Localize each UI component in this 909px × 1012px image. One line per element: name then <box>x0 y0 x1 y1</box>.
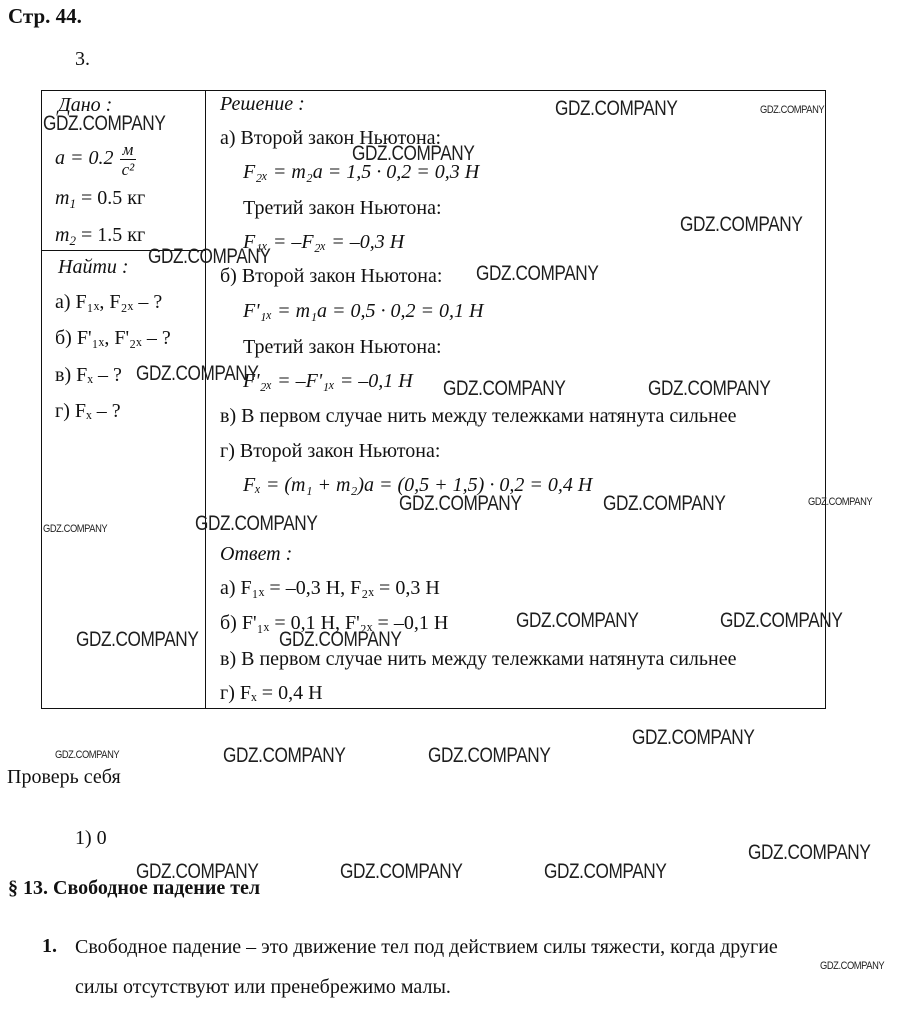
given-title: Дано : <box>58 94 113 116</box>
answer-line: а) F₁ₓ = –0,3 Н, F₂ₓ = 0,3 Н <box>220 577 440 599</box>
solution-line: б) Второй закон Ньютона: <box>220 265 443 287</box>
watermark: GDZ.COMPANY <box>648 377 771 400</box>
watermark: GDZ.COMPANY <box>443 377 566 400</box>
watermark: GDZ.COMPANY <box>43 112 166 135</box>
find-item-b: б) F'₁ₓ, F'₂ₓ – ? <box>55 327 171 349</box>
watermark: GDZ.COMPANY <box>399 492 522 515</box>
watermark: GDZ.COMPANY <box>352 142 475 165</box>
watermark: GDZ.COMPANY <box>748 841 871 864</box>
watermark: GDZ.COMPANY <box>808 496 873 508</box>
find-item-c: в) Fₓ – ? <box>55 364 122 386</box>
find-title: Найти : <box>58 256 129 278</box>
watermark: GDZ.COMPANY <box>223 744 346 767</box>
acceleration-unit: $\frac{м}{\text{с²}}$ <box>120 140 137 179</box>
watermark: GDZ.COMPANY <box>632 726 755 749</box>
answer-line: г) Fₓ = 0,4 Н <box>220 682 323 704</box>
watermark: GDZ.COMPANY <box>720 609 843 632</box>
find-item-d: г) Fₓ – ? <box>55 400 121 422</box>
watermark: GDZ.COMPANY <box>516 609 639 632</box>
watermark: GDZ.COMPANY <box>340 860 463 883</box>
watermark: GDZ.COMPANY <box>279 628 402 651</box>
solution-line: F'₁ₓ = m₁a = 0,5 · 0,2 = 0,1 Н <box>243 300 484 322</box>
find-item-a: а) F₁ₓ, F₂ₓ – ? <box>55 291 163 313</box>
watermark: GDZ.COMPANY <box>760 104 825 116</box>
answer-line: в) В первом случае нить между тележками натянута сильнее <box>220 648 737 670</box>
solution-line: Fₓ = (m₁ + m₂)a = (0,5 + 1,5) · 0,2 = 0,4 Н <box>243 474 593 496</box>
solution-line: Третий закон Ньютона: <box>243 336 442 358</box>
watermark: GDZ.COMPANY <box>428 744 551 767</box>
watermark: GDZ.COMPANY <box>55 749 120 761</box>
watermark: GDZ.COMPANY <box>555 97 678 120</box>
task-number: 3. <box>75 48 90 70</box>
section-title: § 13. Свободное падение тел <box>8 877 261 899</box>
answer-line: б) F'₁ₓ = 0,1 Н, F'₂ₓ = –0,1 Н <box>220 612 449 634</box>
solution-line: г) Второй закон Ньютона: <box>220 440 441 462</box>
question-text-line: силы отсутствуют или пренебрежимо малы. <box>75 976 451 998</box>
page-number: Стр. 44. <box>8 4 82 28</box>
check-answer: 1) 0 <box>75 827 107 849</box>
watermark: GDZ.COMPANY <box>680 213 803 236</box>
watermark: GDZ.COMPANY <box>148 245 271 268</box>
check-yourself-heading: Проверь себя <box>7 766 121 788</box>
solution-line: F₁ₓ = –F₂ₓ = –0,3 Н <box>243 231 405 253</box>
solution-line: F₂ₓ = m₂a = 1,5 · 0,2 = 0,3 Н <box>243 161 480 183</box>
question-text-line: Свободное падение – это движение тел под действием силы тяжести, когда другие <box>75 936 778 958</box>
answer-title: Ответ : <box>220 543 293 565</box>
solution-line: а) Второй закон Ньютона: <box>220 127 442 149</box>
watermark: GDZ.COMPANY <box>603 492 726 515</box>
solution-title: Решение : <box>220 93 305 115</box>
watermark: GDZ.COMPANY <box>820 960 885 972</box>
table-divider-vertical <box>205 90 206 709</box>
watermark: GDZ.COMPANY <box>43 523 108 535</box>
watermark: GDZ.COMPANY <box>544 860 667 883</box>
watermark: GDZ.COMPANY <box>76 628 199 651</box>
watermark: GDZ.COMPANY <box>195 512 318 535</box>
solution-line: в) В первом случае нить между тележками натянута сильнее <box>220 405 737 427</box>
watermark: GDZ.COMPANY <box>136 860 259 883</box>
given-mass-1: $m_1 = 0.5$ кг <box>55 187 146 211</box>
question-number: 1. <box>42 935 57 957</box>
given-acceleration: a = 0.2 $\frac{м}{\text{с²}}$ <box>55 140 136 179</box>
solution-line: F'₂ₓ = –F'₁ₓ = –0,1 Н <box>243 370 413 392</box>
watermark: GDZ.COMPANY <box>136 362 259 385</box>
given-mass-2: $m_2 = 1.5$ кг <box>55 224 146 248</box>
watermark: GDZ.COMPANY <box>476 262 599 285</box>
solution-line: Третий закон Ньютона: <box>243 197 442 219</box>
